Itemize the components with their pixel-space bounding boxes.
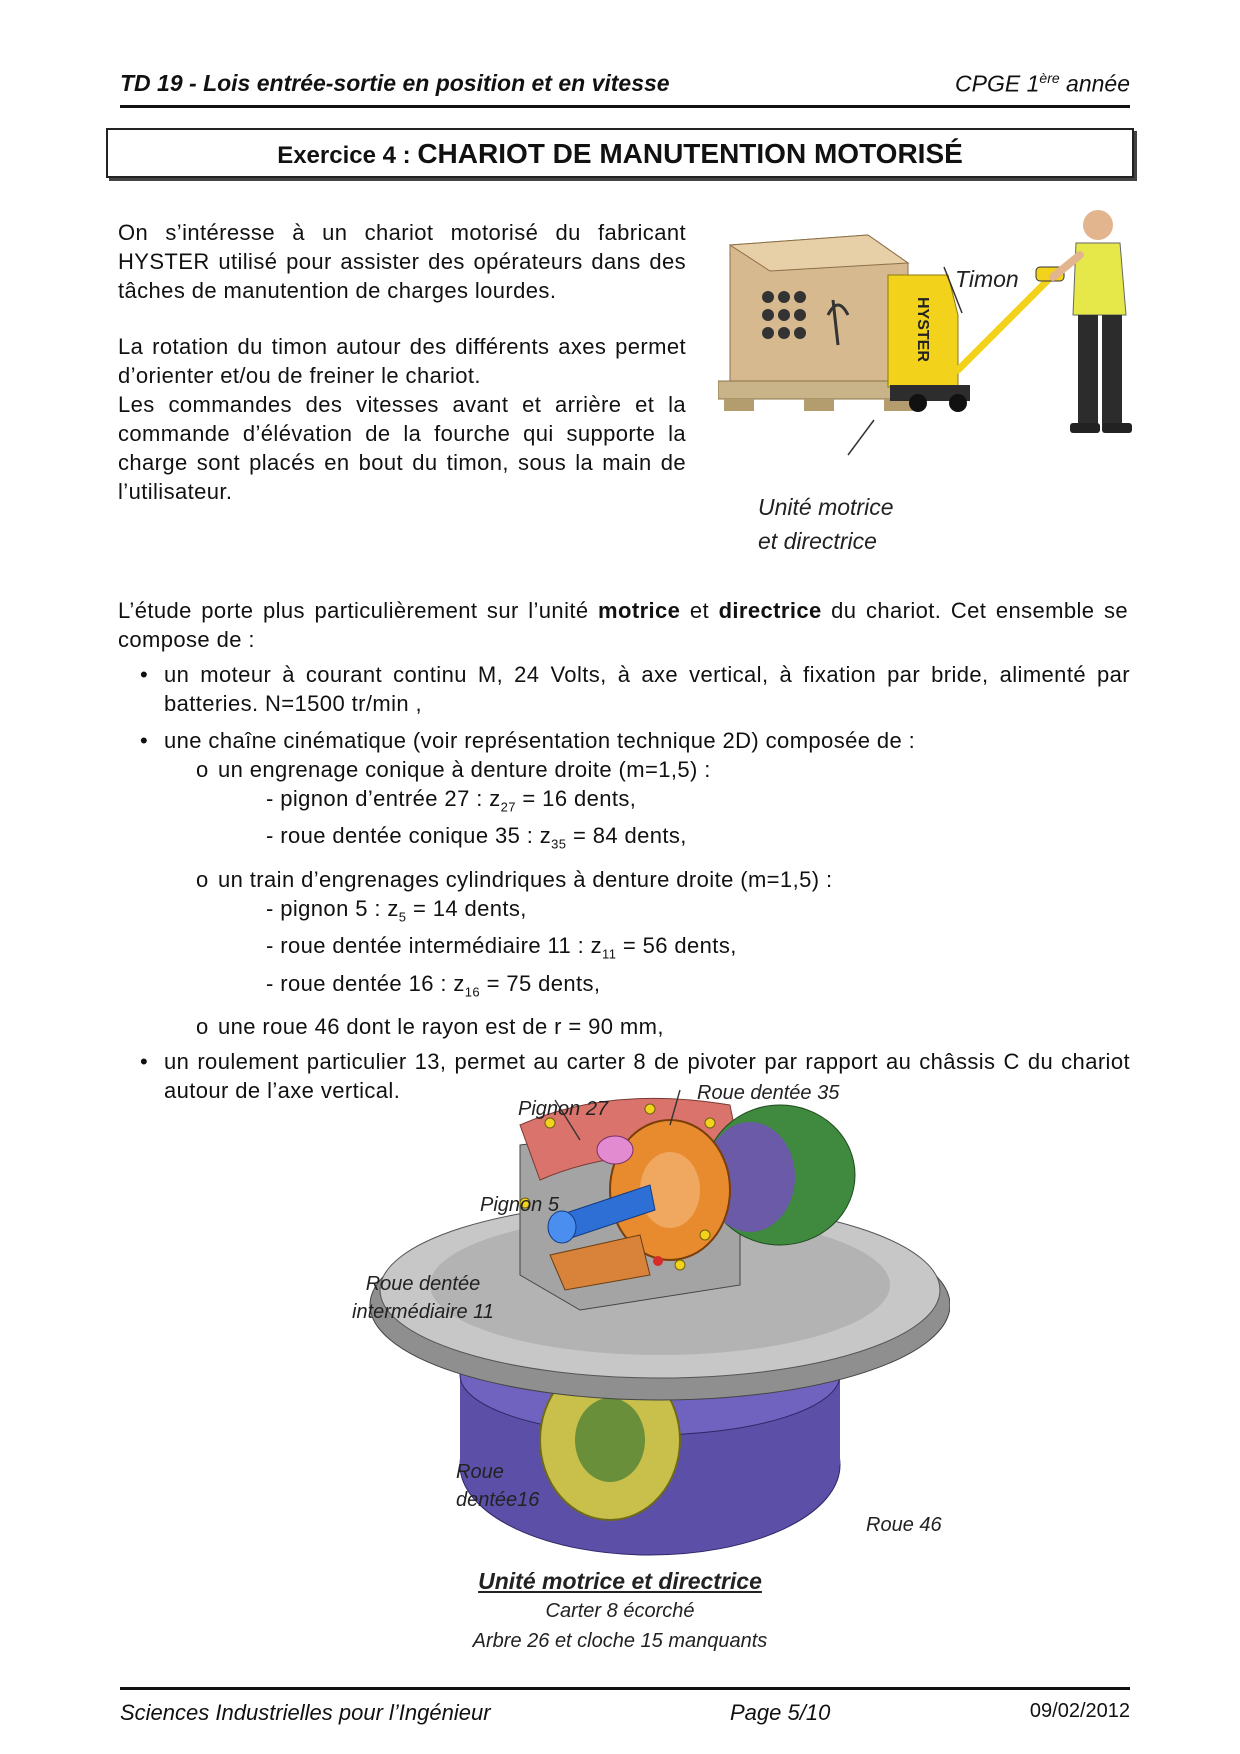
- diagram-caption-title: Unité motrice et directrice: [478, 1568, 762, 1594]
- exercise-heading: CHARIOT DE MANUTENTION MOTORISÉ: [417, 138, 963, 169]
- label-roue-16-line2: dentée16: [456, 1489, 540, 1511]
- intro-paragraph-1: On s’intéresse à un chariot motorisé du fabricant HYSTER utilisé pour assister des opérateurs dans des tâches de manutention de charges lourdes.: [118, 220, 686, 303]
- label-roue-16: [456, 1458, 539, 1514]
- label-pignon-27: Pignon 27: [518, 1098, 609, 1120]
- header-divider: [120, 105, 1130, 108]
- label-roue-35: Roue dentée 35: [697, 1082, 840, 1104]
- list-subitem-train: o un train d’engrenages cylindriques à denture droite (m=1,5) :: [196, 866, 833, 892]
- footer-page-number: Page 5/10: [730, 1700, 831, 1725]
- label-roue-16-line1: Roue: [456, 1461, 504, 1483]
- footer-course: Sciences Industrielles pour l’Ingénieur: [120, 1700, 491, 1725]
- gear-line-r35: - roue dentée conique 35 : $z_{35} = 84$ dents,: [266, 823, 687, 852]
- diagram-caption-carter: Carter 8 écorché: [545, 1600, 695, 1622]
- intro-timon-text: La rotation du timon autour des différents axes permet d’orienter et/ou de freiner le chariot.: [118, 334, 686, 388]
- label-timon: Timon: [955, 266, 1019, 292]
- gear-line-r16: - roue dentée 16 : $z_{16} = 75$ dents,: [266, 970, 601, 999]
- gear-line-p27: - pignon d’entrée 27 : $z_{27} = 16$ dents,: [266, 786, 637, 815]
- label-roue-46: Roue 46: [866, 1514, 942, 1536]
- list-item-bearing: • un roulement particulier 13, permet au carter 8 de pivoter par rapport au châssis C du chariot autour de l’axe vertical.: [140, 1048, 1130, 1103]
- label-pignon-5: Pignon 5: [480, 1194, 559, 1216]
- footer-divider: [120, 1687, 1130, 1690]
- label-roue-11-line2: intermédiaire 11: [352, 1301, 494, 1323]
- exercise-title-box: [106, 128, 1134, 178]
- intro-paragraph-2: [118, 332, 686, 506]
- hyster-brand: HYSTER: [914, 297, 931, 362]
- label-unite-line2: et directrice: [758, 528, 877, 554]
- intro-commands-text: Les commandes des vitesses avant et arrière et la commande d’élévation de la fourche qui supporte la charge sont placés en bout du timon, sous la main de l’utilisateur.: [118, 392, 686, 504]
- exercise-title: [108, 138, 1132, 170]
- component-list: [118, 660, 1130, 1105]
- exercise-number: Exercice 4 :: [277, 142, 418, 169]
- page-header: [120, 70, 1130, 104]
- forklift-photo: [718, 205, 1158, 495]
- study-paragraph: L’étude porte plus particulièrement sur l’unité motrice et directrice du chariot. Cet ensemble se compose de :: [118, 598, 1128, 652]
- header-class-level: CPGE 1ère année: [955, 70, 1130, 97]
- list-subitem-wheel46: o une roue 46 dont le rayon est de r = 90 mm,: [196, 1013, 664, 1039]
- label-roue-11-line1: Roue dentée: [365, 1273, 481, 1295]
- list-item-chain: • une chaîne cinématique (voir représentation technique 2D) composée de :: [140, 728, 916, 753]
- header-course-title: TD 19 - Lois entrée-sortie en position et en vitesse: [120, 70, 670, 96]
- list-subitem-bevel: o un engrenage conique à denture droite (m=1,5) :: [196, 757, 711, 782]
- diagram-caption-missing: Arbre 26 et cloche 15 manquants: [472, 1630, 768, 1652]
- list-item-motor: • un moteur à courant continu M, 24 Volts, à axe vertical, à fixation par bride, alimenté par batteries. N=1500 tr/min ,: [140, 662, 1130, 716]
- label-roue-11: [352, 1270, 494, 1326]
- gear-line-r11: - roue dentée intermédiaire 11 : $z_{11} = 56$ dents,: [266, 933, 737, 962]
- label-unite-motrice: [758, 490, 893, 558]
- footer-date: 09/02/2012: [1029, 1700, 1130, 1722]
- page-footer: [120, 1700, 1130, 1730]
- label-unite-line1: Unité motrice: [758, 494, 894, 520]
- gear-line-p5: - pignon 5 : $z_5 = 14$ dents,: [266, 895, 527, 925]
